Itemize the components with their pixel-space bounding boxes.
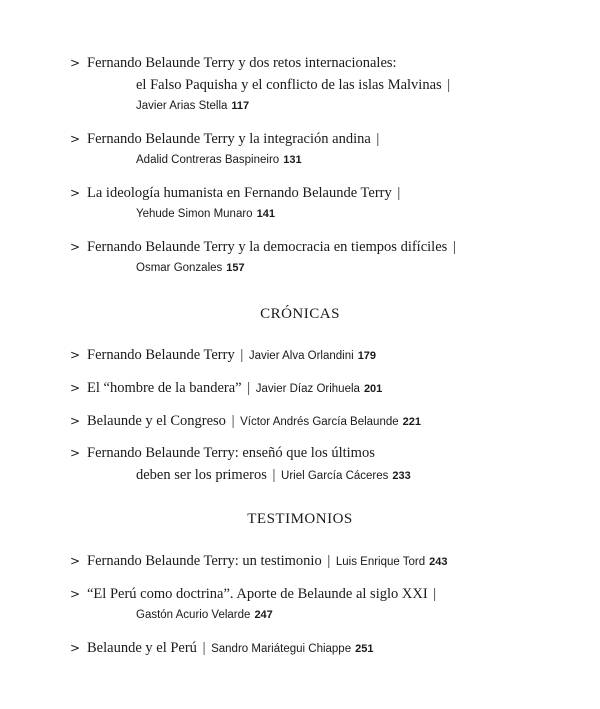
toc-entry (70, 550, 580, 573)
separator: | (247, 380, 251, 396)
bullet-arrow-icon: > (70, 446, 81, 460)
entry-author: Luis Enrique Tord (335, 556, 426, 568)
bullet-arrow-icon: > (70, 56, 81, 70)
entry-author: Adalid Contreras Baspineiro (136, 154, 280, 166)
bullet-arrow-icon: > (70, 132, 81, 146)
toc-entry (70, 583, 580, 625)
entry-title: Fernando Belaunde Terry: enseñó que los últimos (87, 445, 375, 461)
separator: | (447, 77, 451, 93)
separator: | (452, 239, 456, 255)
entry-page-number: 117 (231, 100, 250, 112)
separator: | (202, 640, 206, 656)
entry-author: Osmar Gonzales (136, 262, 223, 274)
entry-author: Javier Díaz Orihuela (255, 383, 360, 395)
bullet-arrow-icon: > (70, 186, 81, 200)
entry-title: Fernando Belaunde Terry y dos retos internacionales: (87, 55, 397, 71)
entry-title: Fernando Belaunde Terry (87, 347, 235, 363)
entry-page-number: 131 (283, 154, 302, 166)
bullet-arrow-icon: > (70, 381, 81, 395)
bullet-arrow-icon: > (70, 641, 81, 655)
entry-page-number: 179 (357, 350, 377, 362)
entry-page-number: 247 (254, 609, 273, 621)
toc-entry (70, 128, 580, 170)
entry-page-number: 157 (226, 262, 245, 274)
entry-page-number: 233 (392, 470, 411, 482)
separator: | (397, 185, 401, 201)
bullet-arrow-icon: > (70, 554, 81, 568)
entry-title: Belaunde y el Perú (87, 640, 197, 656)
separator: | (231, 413, 235, 429)
separator: | (327, 553, 331, 569)
toc-entry (70, 52, 580, 116)
entry-author: Javier Alva Orlandini (248, 350, 354, 362)
separator: | (272, 467, 276, 483)
entry-title: Fernando Belaunde Terry y la democracia en tiempos difíciles (87, 239, 448, 255)
separator: | (433, 586, 437, 602)
toc-entry (70, 637, 580, 660)
bullet-arrow-icon: > (70, 587, 81, 601)
entry-title-continued: deben ser los primeros (136, 467, 267, 483)
entry-author: Uriel García Cáceres (281, 470, 389, 482)
entry-title-continued: el Falso Paquisha y el conflicto de las islas Malvinas (136, 77, 442, 93)
separator: | (376, 131, 380, 147)
entry-title: “El Perú como doctrina”. Aporte de Belaunde al siglo XXI (87, 586, 428, 602)
entry-title: Belaunde y el Congreso (87, 413, 226, 429)
entry-page-number: 251 (355, 643, 374, 655)
toc-entry (70, 410, 580, 433)
separator: | (240, 347, 244, 363)
toc-entry (70, 236, 580, 278)
entry-page-number: 141 (256, 208, 275, 220)
section-heading-testimonios: TESTIMONIOS (247, 511, 353, 527)
entry-title: Fernando Belaunde Terry: un testimonio (87, 553, 322, 569)
toc-entry (70, 442, 580, 487)
bullet-arrow-icon: > (70, 414, 81, 428)
entry-author: Yehude Simon Munaro (136, 208, 253, 220)
bullet-arrow-icon: > (70, 240, 81, 254)
section-heading-cronicas: CRÓNICAS (260, 306, 340, 322)
toc-entry (70, 182, 580, 224)
entry-author: Gastón Acurio Velarde (136, 609, 251, 621)
entry-title: La ideología humanista en Fernando Belaunde Terry (87, 185, 392, 201)
entry-page-number: 243 (429, 556, 448, 568)
toc-entry (70, 344, 580, 367)
toc-entry (70, 377, 580, 400)
entry-author: Sandro Mariátegui Chiappe (211, 643, 352, 655)
entry-author: Javier Arias Stella (136, 100, 228, 112)
bullet-arrow-icon: > (70, 348, 81, 362)
entry-title: El “hombre de la bandera” (87, 380, 242, 396)
entry-page-number: 201 (363, 383, 383, 395)
entry-page-number: 221 (402, 416, 421, 428)
entry-title: Fernando Belaunde Terry y la integración andina (87, 131, 371, 147)
entry-author: Víctor Andrés García Belaunde (240, 416, 399, 428)
